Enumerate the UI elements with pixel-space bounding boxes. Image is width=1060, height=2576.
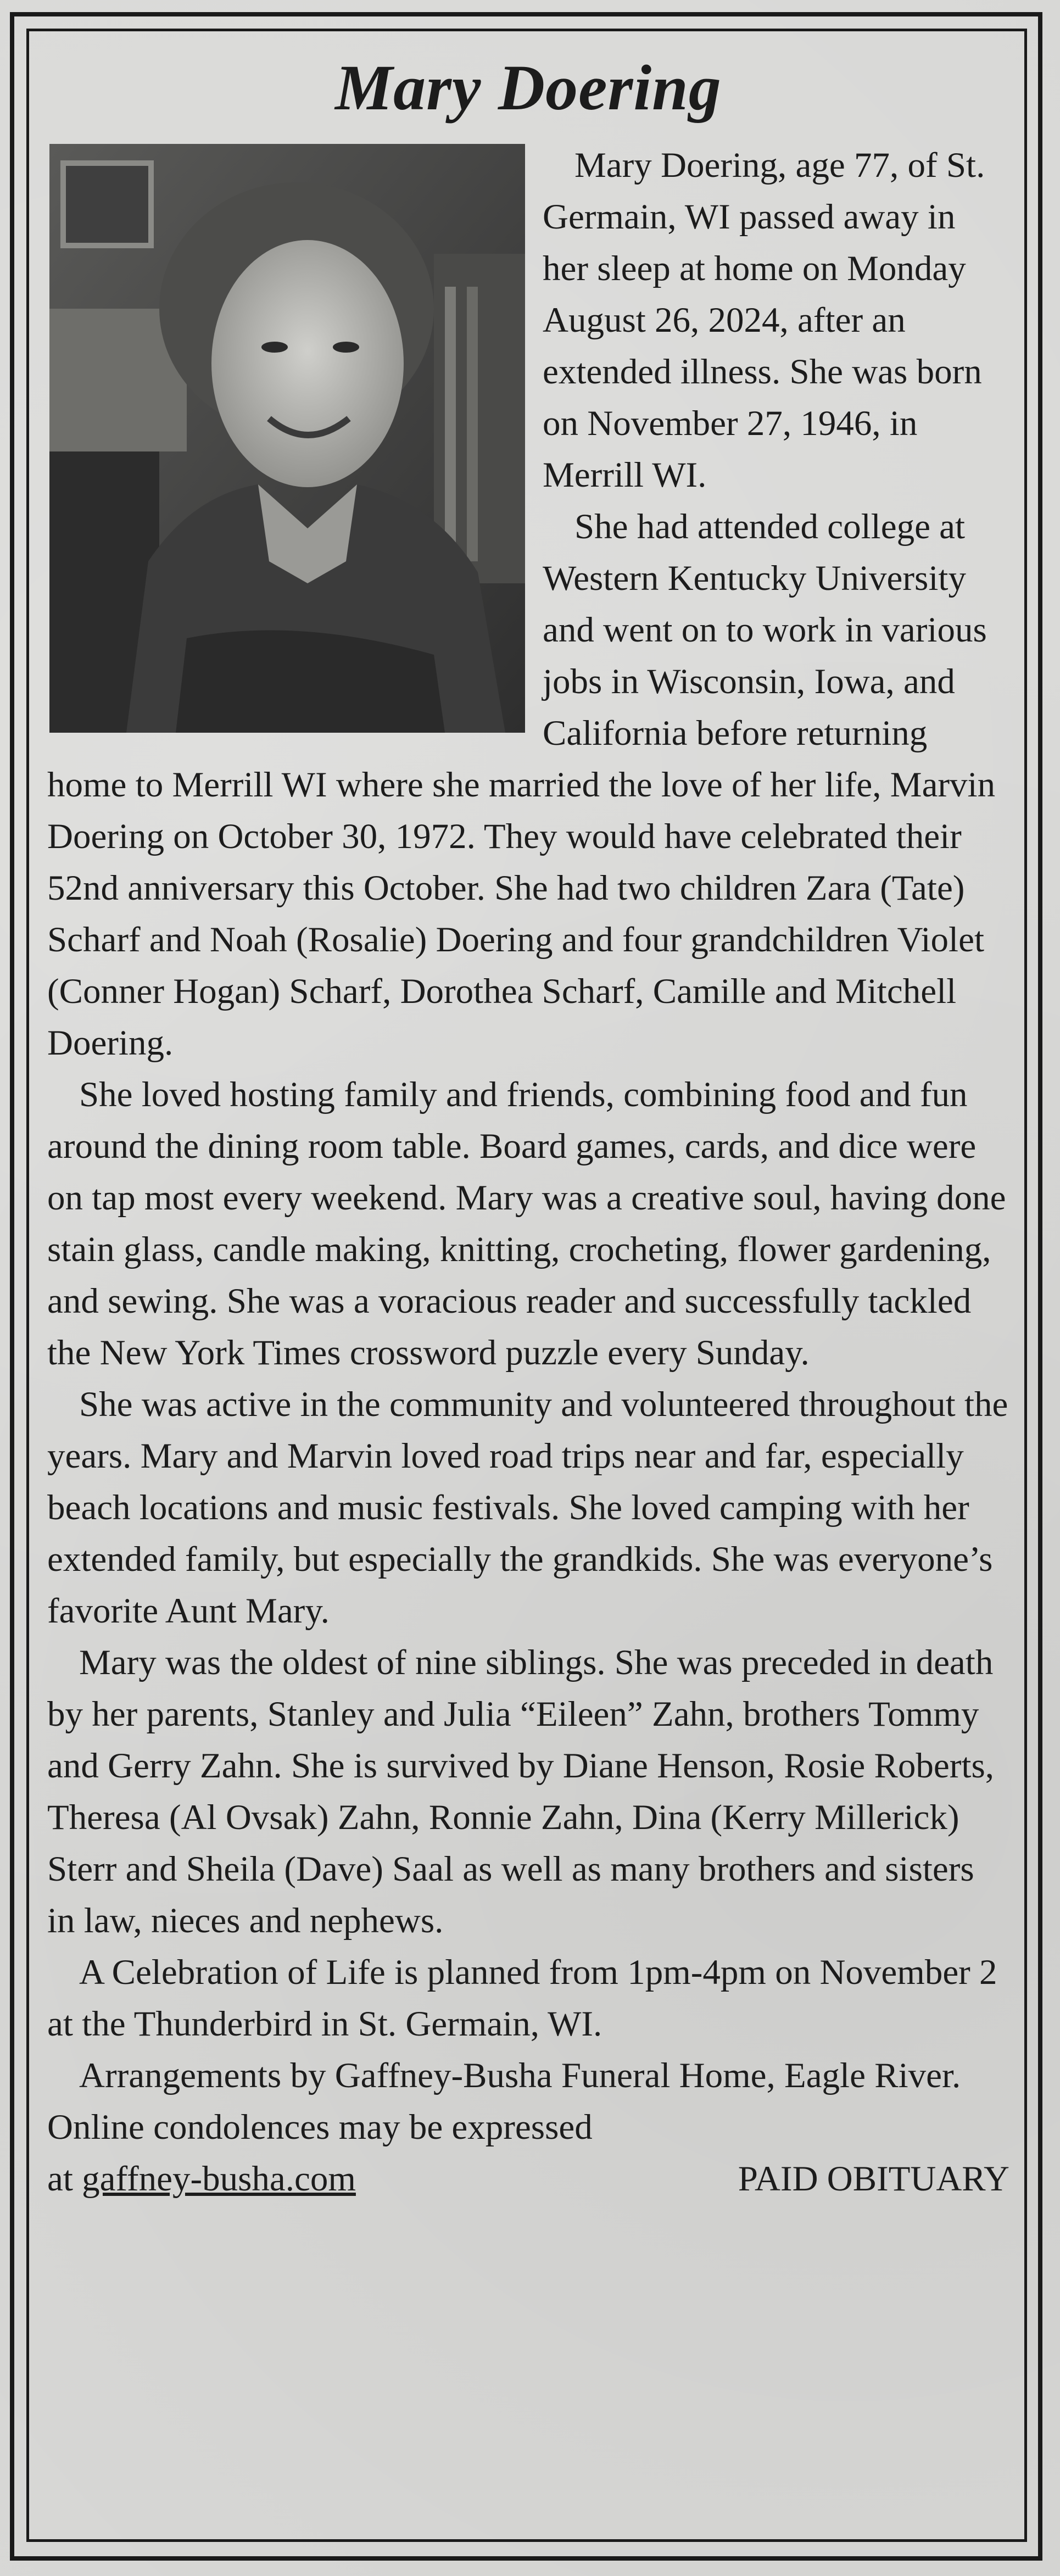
- paid-obituary-label: PAID OBITUARY: [738, 2159, 1009, 2199]
- website-prefix: at: [47, 2159, 73, 2199]
- paragraph-6: A Celebration of Life is planned from 1pm-4pm on November 2 at the Thunderbird in St. Germain, WI.: [47, 1953, 997, 2044]
- obituary-title: Mary Doering: [335, 52, 722, 124]
- website-link[interactable]: gaffney-busha.com: [82, 2159, 356, 2199]
- portrait-photo: [49, 144, 525, 733]
- portrait-illustration: [49, 144, 525, 733]
- paragraph-4: She was active in the community and volunteered throughout the years. Mary and Marvin loved road trips near and far, especially beach locations and music festivals. She loved camping with her extended family, but especially the grandkids. She was everyone’s favorite Aunt Mary.: [47, 1385, 1008, 1631]
- obituary-body: [47, 49, 1009, 2205]
- paragraph-2: She had attended college at Western Kentucky University and went on to work in various jobs in Wisconsin, Iowa, and California before returning home to Merrill WI where she married the love of her life, Marvin Doering on October 30, 1972. They would have celebrated their 52nd anniversary this October. She had two children Zara (Tate) Scharf and Noah (Rosalie) Doering and four grandchildren Violet (Conner Hogan) Scharf, Dorothea Scharf, Camille and Mitchell Doering.: [47, 507, 996, 1063]
- closing-line: [47, 2153, 1009, 2205]
- paragraph-3: She loved hosting family and friends, combining food and fun around the dining room table. Board games, cards, and dice were on tap most every weekend. Mary was a creative soul, having done stain glass, candle making, knitting, crocheting, flower gardening, and sewing. She was a voracious reader and successfully tackled the New York Times crossword puzzle every Sunday.: [47, 1075, 1006, 1373]
- arrangements-paragraph: Arrangements by Gaffney-Busha Funeral Home, Eagle River. Online condolences may be expressed: [47, 2056, 961, 2147]
- paragraph-1: Mary Doering, age 77, of St. Germain, WI passed away in her sleep at home on Monday August 26, 2024, after an extended illness. She was born on November 27, 1946, in Merrill WI.: [543, 146, 985, 495]
- paragraph-5: Mary was the oldest of nine siblings. She was preceded in death by her parents, Stanley and Julia “Eileen” Zahn, brothers Tommy and Gerry Zahn. She is survived by Diane Henson, Rosie Roberts, Theresa (Al Ovsak) Zahn, Ronnie Zahn, Dina (Kerry Millerick) Sterr and Sheila (Dave) Saal as well as many brothers and sisters in law, nieces and nephews.: [47, 1643, 994, 1941]
- website-line: [47, 2153, 356, 2205]
